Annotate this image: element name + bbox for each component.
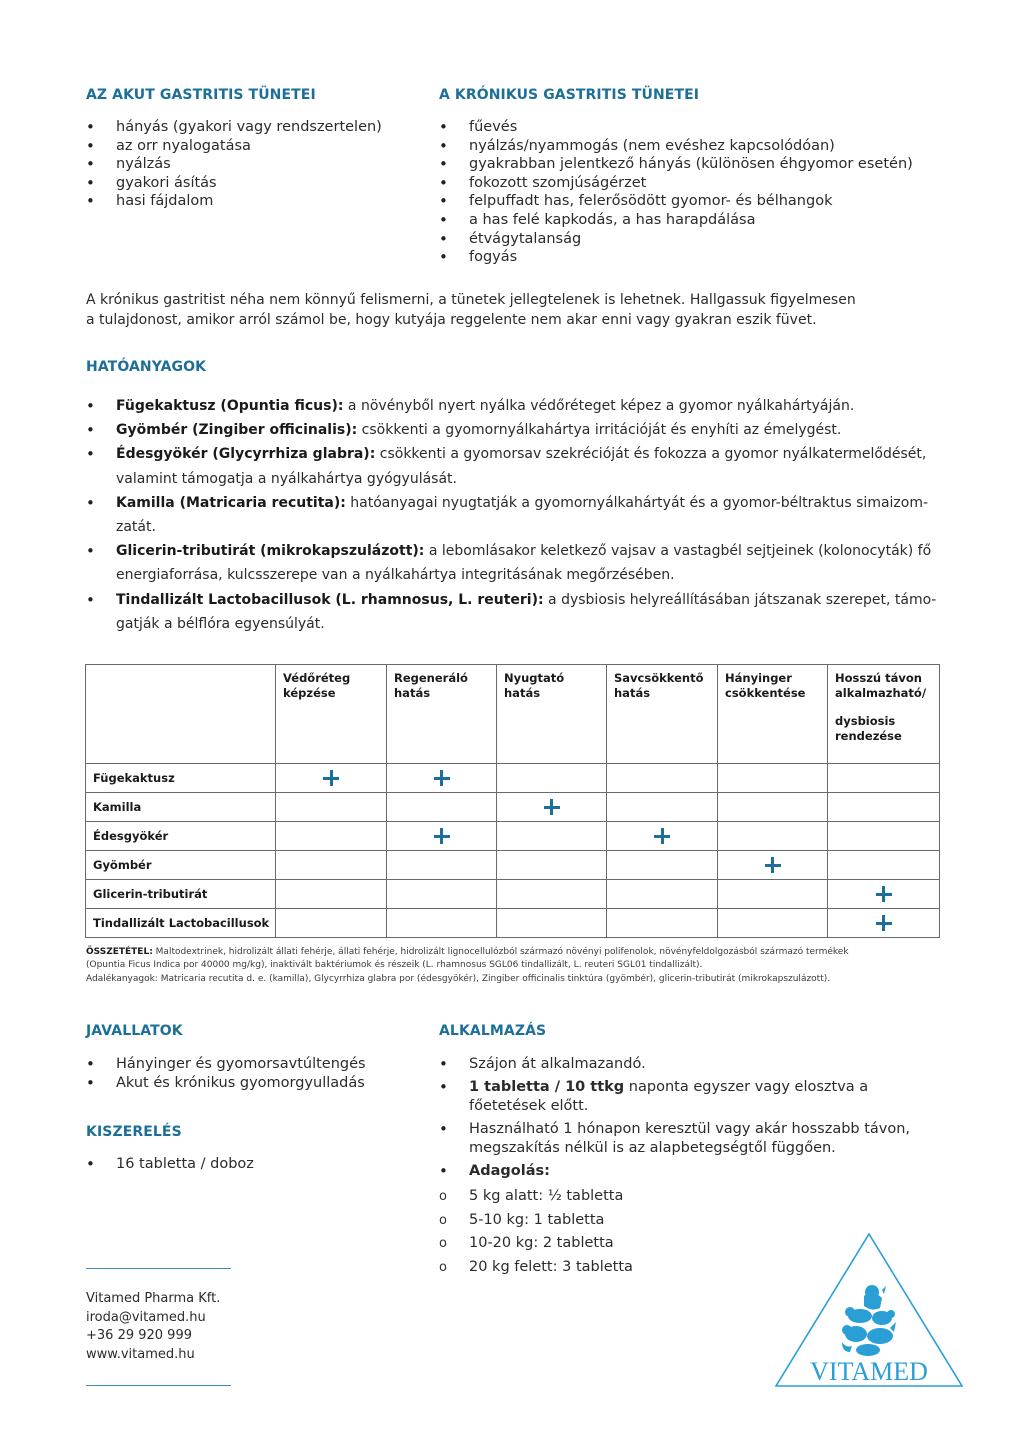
table-row bbox=[86, 909, 940, 938]
acute-title: AZ AKUT GASTRITIS TÜNETEI bbox=[86, 87, 316, 103]
ingredient-item bbox=[86, 442, 946, 490]
list-item: • Használható 1 hónapon keresztül vagy akár hosszabb távon, megszakítás nélkül is az alapbetegségtől függően. bbox=[439, 1120, 939, 1158]
ingredient-name: Kamilla (Matricaria recutita): bbox=[116, 494, 346, 511]
indications-title: JAVALLATOK bbox=[86, 1023, 183, 1039]
table-cell bbox=[718, 880, 828, 909]
table-cell bbox=[718, 909, 828, 938]
list-item: • gyakrabban jelentkező hányás (különösen éhgyomor esetén) bbox=[439, 155, 913, 174]
chronic-list bbox=[439, 118, 913, 267]
ingredient-text: hatóanyagai nyugtatják a gyomornyálkahártyát és a gyomor-béltraktus simaizomzatát. bbox=[116, 494, 929, 536]
list-item: • hasi fájdalom bbox=[86, 192, 382, 211]
table-body bbox=[86, 764, 940, 938]
dose-bold: 1 tabletta / 10 ttkg bbox=[469, 1079, 625, 1095]
column-header bbox=[828, 665, 940, 764]
list-item: • fogyás bbox=[439, 248, 913, 267]
ingredient-name: Fügekaktusz (Opuntia ficus): bbox=[116, 398, 344, 414]
company-name: Vitamed Pharma Kft. bbox=[86, 1291, 221, 1306]
ingredient-item bbox=[86, 539, 946, 587]
table-row bbox=[86, 793, 940, 822]
header-line: Nyugtató bbox=[504, 671, 565, 685]
intro-paragraph bbox=[86, 291, 956, 330]
dose-text: naponta egyszer vagy elosztva a főetetések előtt. bbox=[469, 1079, 869, 1114]
column-header bbox=[718, 665, 828, 764]
list-item: • fokozott szomjúságérzet bbox=[439, 174, 913, 193]
table-cell bbox=[276, 909, 387, 938]
ingredients-title: HATÓANYAGOK bbox=[86, 359, 207, 375]
ingredient-item bbox=[86, 588, 946, 636]
row-label: Édesgyökér bbox=[86, 822, 276, 851]
composition-label: ÖSSZETÉTEL: bbox=[86, 947, 153, 957]
list-item: • gyakori ásítás bbox=[86, 174, 382, 193]
table-row bbox=[86, 851, 940, 880]
table-cell bbox=[607, 793, 718, 822]
table-cell bbox=[718, 764, 828, 793]
vitamed-logo bbox=[772, 1230, 966, 1390]
row-label: Tindallizált Lactobacillusok bbox=[86, 909, 276, 938]
table-cell bbox=[828, 851, 940, 880]
plus-icon bbox=[876, 886, 892, 902]
table-cell bbox=[497, 822, 607, 851]
ingredient-item bbox=[86, 418, 946, 442]
header-line: képzése bbox=[283, 685, 336, 700]
ingredient-text: a dysbiosis helyreállításában játszanak szerepet, támogatják a bélflóra egyensúlyát. bbox=[116, 591, 937, 632]
composition-line bbox=[86, 946, 946, 959]
header-line: Savcsökkentő bbox=[614, 671, 704, 685]
table-cell bbox=[607, 822, 718, 851]
plus-icon bbox=[765, 857, 781, 873]
list-item: • felpuffadt has, felerősödött gyomor- és bélhangok bbox=[439, 192, 913, 211]
dosage-label: Adagolás: bbox=[469, 1163, 550, 1179]
header-line: dysbiosis bbox=[835, 714, 896, 728]
acute-list bbox=[86, 118, 382, 211]
packaging-list bbox=[86, 1155, 254, 1174]
row-label: Gyömbér bbox=[86, 851, 276, 880]
table-cell bbox=[828, 793, 940, 822]
header-line: Regeneráló bbox=[394, 671, 468, 685]
table-row bbox=[86, 822, 940, 851]
plus-icon bbox=[434, 770, 450, 786]
table-row bbox=[86, 764, 940, 793]
website-link[interactable]: www.vitamed.hu bbox=[86, 1346, 195, 1362]
packaging-title: KISZERELÉS bbox=[86, 1124, 182, 1140]
table-cell bbox=[607, 764, 718, 793]
ingredient-item bbox=[86, 394, 946, 418]
table-cell bbox=[387, 764, 497, 793]
table-cell bbox=[718, 851, 828, 880]
header-line: rendezése bbox=[835, 728, 902, 743]
intro-line: A krónikus gastritist néha nem könnyű felismerni, a tünetek jellegtelenek is lehetnek. Hallgassuk figyelmesen bbox=[86, 292, 856, 308]
table-cell bbox=[387, 909, 497, 938]
row-label: Kamilla bbox=[86, 793, 276, 822]
table-cell bbox=[607, 880, 718, 909]
table-cell bbox=[276, 851, 387, 880]
additives-line: Adalékanyagok: Matricaria recutita d. e. (kamilla), Glycyrrhiza glabra por (édesgyökér), Zingiber officinalis tinktúra (gyömbér), glicerin-tributirát (mikrokapszulázott). bbox=[86, 974, 831, 984]
list-item: • a has felé kapkodás, a has harapdálása bbox=[439, 211, 913, 230]
composition-line: (Opuntia Ficus Indica por 40000 mg/kg), inaktivált baktériumok és részeik (L. rhamnosus SGL06 tindallizált, L. reuteri SGL01 tindallizált). bbox=[86, 959, 703, 970]
table-cell bbox=[497, 909, 607, 938]
ingredient-name: Gyömbér (Zingiber officinalis): bbox=[116, 422, 358, 439]
table-cell bbox=[276, 793, 387, 822]
contact-block bbox=[86, 1290, 220, 1364]
list-item: • Szájon át alkalmazandó. bbox=[439, 1055, 939, 1074]
list-item: • Akut és krónikus gyomorgyulladás bbox=[86, 1074, 366, 1093]
dosage-row: o 5-10 kg: 1 tabletta bbox=[439, 1209, 939, 1233]
table-cell bbox=[718, 793, 828, 822]
table-cell bbox=[607, 909, 718, 938]
table-cell bbox=[387, 822, 497, 851]
plus-icon bbox=[654, 828, 670, 844]
table-cell bbox=[607, 851, 718, 880]
header-line: Hányinger bbox=[725, 671, 792, 685]
table-cell bbox=[828, 909, 940, 938]
table-cell bbox=[387, 793, 497, 822]
list-item: • étvágytalanság bbox=[439, 230, 913, 249]
column-header bbox=[387, 665, 497, 764]
table-cell bbox=[276, 880, 387, 909]
animals-silhouette-icon bbox=[842, 1285, 896, 1356]
divider-line bbox=[86, 1268, 231, 1269]
ingredient-text: a növényből nyert nyálka védőréteget képez a gyomor nyálkahártyáján. bbox=[343, 398, 855, 414]
intro-line: a tulajdonost, amikor arról számol be, hogy kutyája reggelente nem akar enni vagy gyakran eszik füvet. bbox=[86, 311, 817, 328]
header-line: alkalmazható/ bbox=[835, 685, 927, 700]
table-row bbox=[86, 880, 940, 909]
indications-list bbox=[86, 1055, 366, 1092]
ingredient-name: Édesgyökér (Glycyrrhiza glabra): bbox=[116, 446, 376, 463]
table-header-row bbox=[86, 665, 940, 764]
row-label: Glicerin-tributirát bbox=[86, 880, 276, 909]
table-cell bbox=[387, 851, 497, 880]
list-item: • az orr nyalogatása bbox=[86, 137, 382, 156]
table-cell bbox=[276, 764, 387, 793]
table-cell bbox=[276, 822, 387, 851]
composition bbox=[86, 946, 946, 986]
table-cell bbox=[828, 880, 940, 909]
header-corner bbox=[86, 665, 276, 764]
list-item: • 16 tabletta / doboz bbox=[86, 1155, 254, 1174]
dosage-row: o 5 kg alatt: ½ tabletta bbox=[439, 1185, 939, 1209]
dosage-row: o 10-20 kg: 2 tabletta bbox=[439, 1232, 939, 1256]
ingredient-text: a lebomlásakor keletkező vajsav a vastagbél sejtjeinek (kolonocyták) fő energiaforrása, kulcsszerepe van a nyálkahártya integritásának megőrzésében. bbox=[116, 543, 932, 584]
table-cell bbox=[497, 851, 607, 880]
header-line: Védőréteg bbox=[283, 671, 351, 685]
row-label: Fügekaktusz bbox=[86, 764, 276, 793]
plus-icon bbox=[434, 828, 450, 844]
divider-line bbox=[86, 1385, 231, 1386]
table-cell bbox=[497, 880, 607, 909]
column-header bbox=[276, 665, 387, 764]
ingredient-name: Tindallizált Lactobacillusok (L. rhamnosus, L. reuteri): bbox=[116, 591, 544, 608]
column-header bbox=[607, 665, 718, 764]
table-cell bbox=[828, 822, 940, 851]
chronic-title: A KRÓNIKUS GASTRITIS TÜNETEI bbox=[439, 87, 700, 103]
header-line: hatás bbox=[504, 685, 541, 700]
table-cell bbox=[387, 880, 497, 909]
logo-text: VITAMED bbox=[810, 1357, 928, 1386]
header-line: hatás bbox=[614, 685, 651, 700]
dosage-row: o 20 kg felett: 3 tabletta bbox=[439, 1256, 939, 1280]
table-cell bbox=[497, 764, 607, 793]
header-line: hatás bbox=[394, 685, 431, 700]
list-item: • nyálzás bbox=[86, 155, 382, 174]
list-item: • fűevés bbox=[439, 118, 913, 137]
ingredient-name: Glicerin-tributirát (mikrokapszulázott): bbox=[116, 543, 425, 560]
header-line: Hosszú távon bbox=[835, 671, 922, 685]
effects-table bbox=[85, 664, 940, 938]
ingredient-text: csökkenti a gyomorsav szekrécióját és fokozza a gyomor nyálkatermelődését, valamint támogatja a nyálkahártya gyógyulását. bbox=[116, 446, 927, 487]
header-line: csökkentése bbox=[725, 685, 806, 700]
list-item bbox=[439, 1078, 939, 1116]
ingredient-item bbox=[86, 491, 946, 539]
composition-text: Maltodextrinek, hidrolizált állati fehérje, állati fehérje, hidrolizált lignocellulózból származó növényi polifenolok, növényfeldolgozásból származó termékek bbox=[152, 947, 849, 957]
plus-icon bbox=[544, 799, 560, 815]
plus-icon bbox=[876, 915, 892, 931]
table-cell bbox=[497, 793, 607, 822]
phone-number: +36 29 920 999 bbox=[86, 1328, 192, 1343]
ingredient-text: csökkenti a gyomornyálkahártya irritációját és enyhíti az émelygést. bbox=[357, 422, 842, 439]
list-item: • hányás (gyakori vagy rendszertelen) bbox=[86, 118, 382, 137]
application-title: ALKALMAZÁS bbox=[439, 1023, 547, 1039]
column-header bbox=[497, 665, 607, 764]
list-item: • nyálzás/nyammogás (nem evéshez kapcsolódóan) bbox=[439, 137, 913, 156]
list-item: • Hányinger és gyomorsavtúltengés bbox=[86, 1055, 366, 1074]
table-cell bbox=[828, 764, 940, 793]
plus-icon bbox=[323, 770, 339, 786]
email-link[interactable]: iroda@vitamed.hu bbox=[86, 1309, 206, 1325]
ingredients-list bbox=[86, 394, 946, 636]
table-cell bbox=[718, 822, 828, 851]
